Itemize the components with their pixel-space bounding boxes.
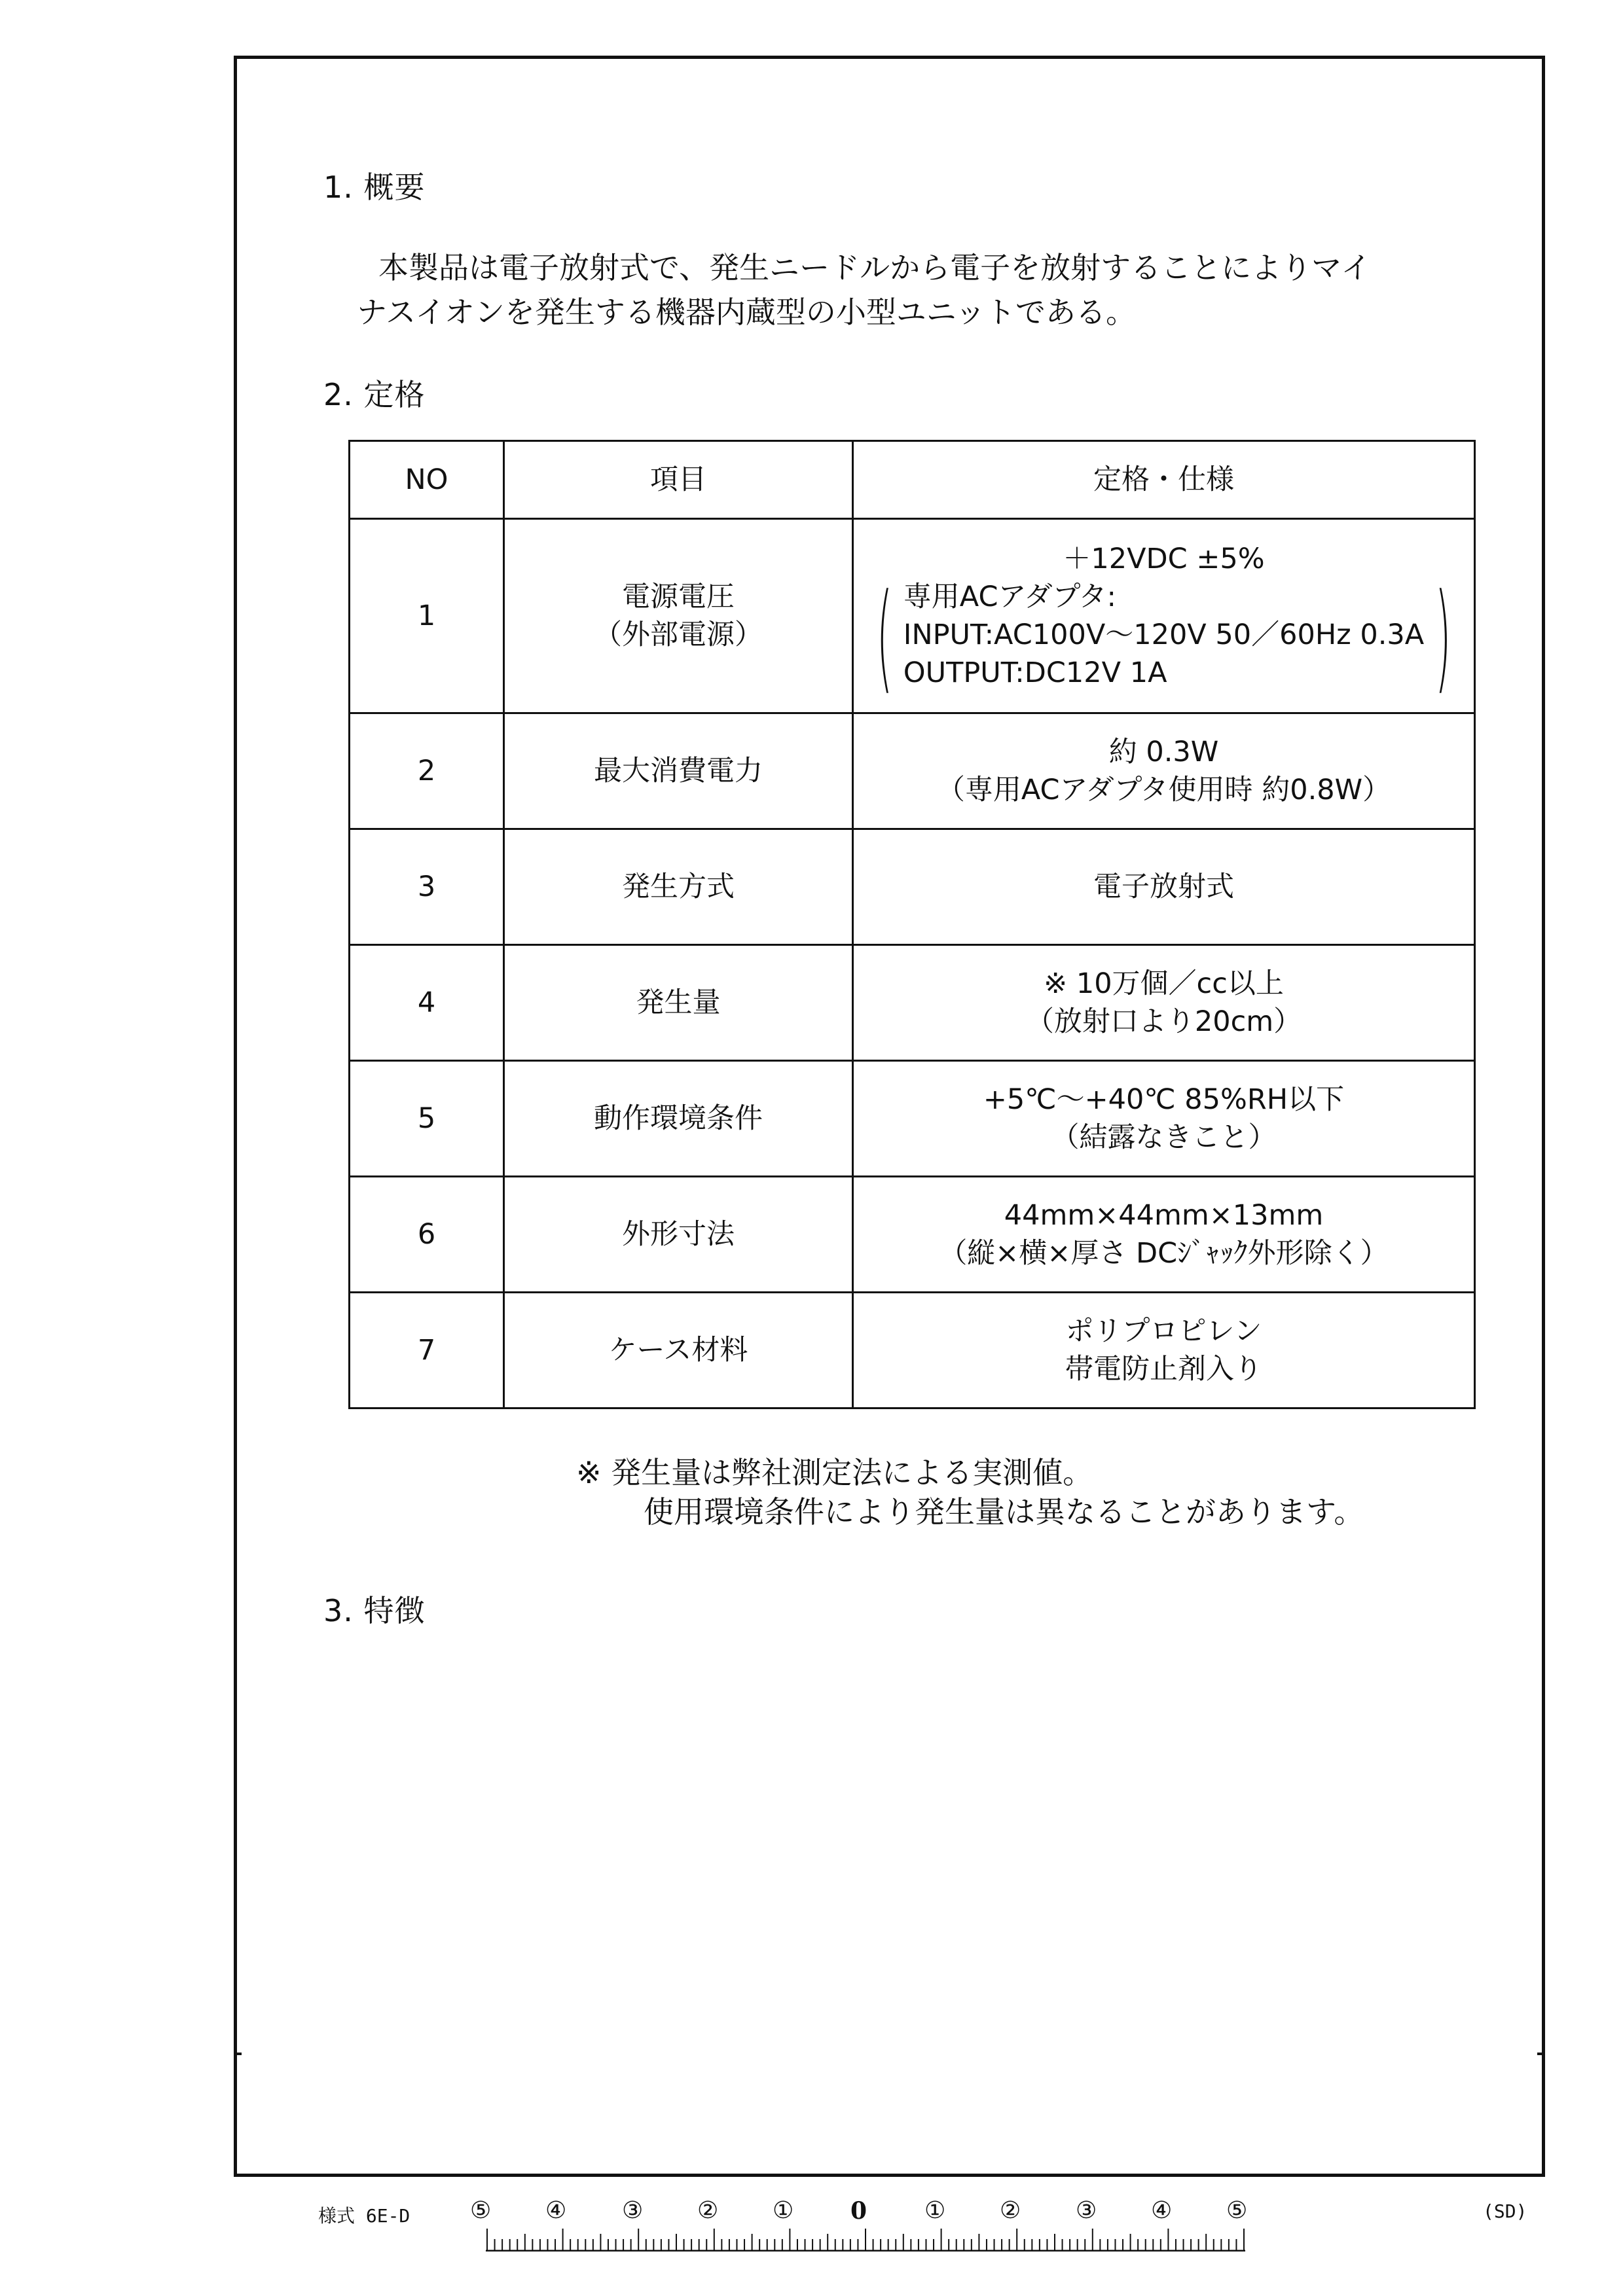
spec-line: 約 0.3W bbox=[1108, 736, 1219, 768]
item-line: 電源電圧 bbox=[622, 581, 735, 613]
ruler-scale bbox=[486, 2228, 1245, 2251]
bracket-right: ) bbox=[1434, 569, 1451, 706]
row-spec bbox=[853, 1061, 1475, 1177]
ruler-label: ① bbox=[924, 2197, 946, 2224]
section-heading-overview: 1. 概要 bbox=[323, 170, 426, 205]
spec-line: 電子放射式 bbox=[1093, 870, 1234, 903]
row-spec bbox=[853, 713, 1475, 829]
row-spec bbox=[853, 829, 1475, 945]
bracket-left: ( bbox=[876, 569, 893, 706]
table-row bbox=[350, 713, 1475, 829]
frame-tick-right bbox=[1537, 2053, 1545, 2055]
row-no: 3 bbox=[350, 829, 504, 945]
spec-box-line: 専用ACアダプタ: bbox=[903, 581, 1116, 613]
spec-line: 44mm×44mm×13mm bbox=[1004, 1199, 1324, 1232]
row-spec bbox=[853, 945, 1475, 1061]
row-item: 発生量 bbox=[504, 945, 853, 1061]
spec-box-line: OUTPUT:DC12V 1A bbox=[903, 656, 1167, 689]
header-spec: 定格・仕様 bbox=[853, 441, 1475, 519]
spec-line: （結露なきこと） bbox=[1051, 1121, 1277, 1154]
ruler-ticks bbox=[487, 2229, 1244, 2251]
row-no: 7 bbox=[350, 1293, 504, 1408]
header-no: NO bbox=[350, 441, 504, 519]
row-item: 外形寸法 bbox=[504, 1177, 853, 1293]
header-item: 項目 bbox=[504, 441, 853, 519]
spec-line: ※ 10万個／cc以上 bbox=[1044, 967, 1284, 1000]
row-spec bbox=[853, 1293, 1475, 1408]
ruler-label: ⑤ bbox=[470, 2197, 492, 2224]
spec-line: ＋12VDC ±5% bbox=[1063, 543, 1265, 575]
table-row bbox=[350, 1177, 1475, 1293]
row-item: 動作環境条件 bbox=[504, 1061, 853, 1177]
ruler-label: ⑤ bbox=[1226, 2197, 1248, 2224]
ruler-label: ② bbox=[1000, 2197, 1021, 2224]
row-no: 6 bbox=[350, 1177, 504, 1293]
note-line-2: 使用環境条件により発生量は異なることがあります。 bbox=[644, 1494, 1364, 1530]
table-row bbox=[350, 1293, 1475, 1408]
ruler-label: ① bbox=[773, 2197, 794, 2224]
table-row bbox=[350, 1061, 1475, 1177]
note-line-1: ※ 発生量は弊社測定法による実測値。 bbox=[576, 1455, 1093, 1490]
spec-line: +5℃～+40℃ 85%RH以下 bbox=[983, 1083, 1345, 1116]
ruler-label: ④ bbox=[545, 2197, 567, 2224]
row-no: 4 bbox=[350, 945, 504, 1061]
row-no: 2 bbox=[350, 713, 504, 829]
row-spec bbox=[853, 519, 1475, 713]
row-item: 発生方式 bbox=[504, 829, 853, 945]
spec-line: （専用ACアダプタ使用時 約0.8W） bbox=[936, 774, 1391, 806]
overview-line-2: ナスイオンを発生する機器内蔵型の小型ユニットである。 bbox=[357, 295, 1137, 330]
table-header-row bbox=[350, 441, 1475, 519]
ruler-label: ④ bbox=[1151, 2197, 1173, 2224]
frame-tick-left bbox=[234, 2053, 242, 2055]
ruler-label-center: 0 bbox=[850, 2197, 867, 2225]
overview-line-1: 本製品は電子放射式で、発生ニードルから電子を放射することによりマイ bbox=[378, 250, 1372, 285]
row-item bbox=[504, 519, 853, 713]
spec-line: （放射口より20cm） bbox=[1025, 1005, 1302, 1038]
spec-line: ポリプロピレン bbox=[1065, 1315, 1262, 1348]
row-no: 1 bbox=[350, 519, 504, 713]
ruler-label: ② bbox=[697, 2197, 719, 2224]
section-heading-features: 3. 特徴 bbox=[323, 1593, 426, 1628]
row-item: ケース材料 bbox=[504, 1293, 853, 1408]
table-row bbox=[350, 829, 1475, 945]
ruler-label: ③ bbox=[622, 2197, 644, 2224]
spec-box-line: INPUT:AC100V～120V 50／60Hz 0.3A bbox=[903, 619, 1425, 651]
spec-line: 帯電防止剤入り bbox=[1065, 1353, 1262, 1386]
row-item: 最大消費電力 bbox=[504, 713, 853, 829]
adapter-spec-box bbox=[876, 569, 1451, 706]
row-no: 5 bbox=[350, 1061, 504, 1177]
row-spec bbox=[853, 1177, 1475, 1293]
table-row bbox=[350, 945, 1475, 1061]
spec-line: （縦×横×厚さ DCｼﾞｬｯｸ外形除く） bbox=[939, 1237, 1389, 1270]
document-code: (SD) bbox=[1483, 2200, 1527, 2222]
table-row bbox=[350, 519, 1475, 713]
item-line: （外部電源） bbox=[594, 619, 763, 651]
spec-table bbox=[348, 440, 1476, 1409]
section-heading-rating: 2. 定格 bbox=[323, 377, 426, 412]
ruler-label: ③ bbox=[1076, 2197, 1097, 2224]
form-code: 様式 6E-D bbox=[318, 2205, 410, 2227]
